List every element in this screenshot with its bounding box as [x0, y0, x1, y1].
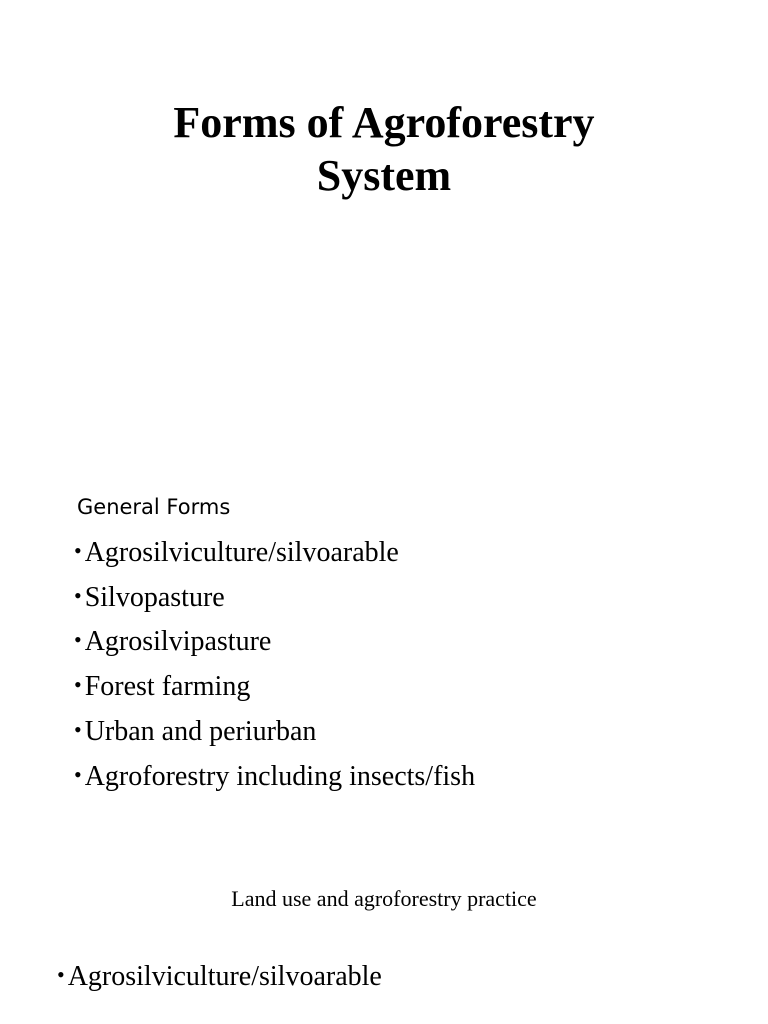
next-slide-first-bullet	[57, 954, 382, 998]
list-item	[74, 575, 475, 620]
slide-title-line-2: System	[316, 151, 452, 200]
list-item	[74, 709, 475, 754]
list-item-text: Agroforestry including insects/fish	[84, 760, 476, 792]
next-slide-bullet-text: Agrosilviculture/silvoarable	[67, 961, 382, 992]
list-item	[74, 664, 475, 709]
list-item-text: Urban and periurban	[84, 715, 317, 747]
slide-title	[0, 96, 768, 202]
bullet-icon: •	[74, 761, 82, 787]
list-item-text: Forest farming	[84, 671, 251, 703]
bullet-icon: •	[74, 627, 82, 653]
bullet-icon: •	[74, 672, 82, 698]
list-item-text: Silvopasture	[84, 581, 225, 613]
slide-title-line-1: Forms of Agroforestry	[173, 98, 595, 147]
list-item	[74, 619, 475, 664]
bullet-icon: •	[74, 582, 82, 608]
list-item-text: Agrosilvipasture	[84, 626, 272, 658]
bullet-icon: •	[74, 716, 82, 742]
list-item-text: Agrosilviculture/silvoarable	[84, 537, 399, 568]
next-slide-caption: Land use and agroforestry practice	[231, 886, 537, 911]
list-item	[74, 530, 475, 575]
section-heading: General Forms	[77, 495, 231, 519]
bullet-icon: •	[74, 538, 82, 563]
bullet-list	[74, 530, 475, 798]
bullet-icon: •	[57, 962, 65, 987]
list-item	[74, 754, 475, 799]
